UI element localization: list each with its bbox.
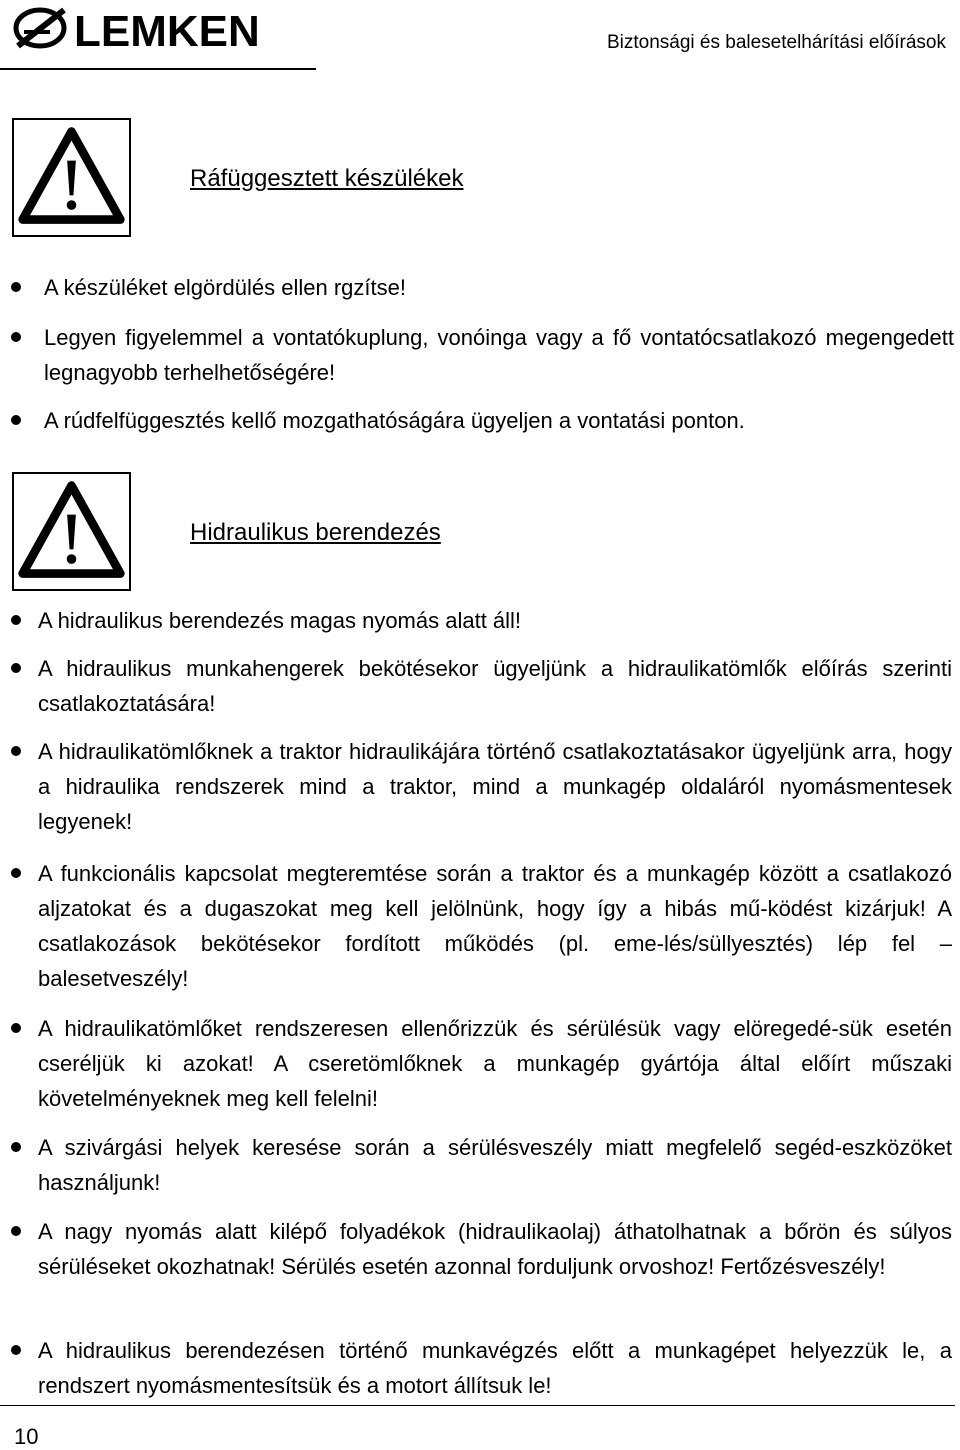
section-title-hydraulics: Hidraulikus berendezés — [190, 519, 441, 546]
list-item-text: A hidraulikus munkahengerek bekötésekor ügyeljünk a hidraulikatömlők előírás szerinti csatlakoztatására! — [38, 656, 952, 716]
lemken-logo — [10, 2, 310, 58]
list-item-text: A hidraulikus berendezés magas nyomás alatt áll! — [38, 608, 522, 633]
list-item-text: Legyen figyelemmel a vontatókuplung, vonóinga vagy a fő vontatócsatlakozó megengedett legnagyobb terhelhetőségére! — [44, 325, 954, 385]
bullet-icon — [11, 1345, 21, 1355]
bullet-icon — [11, 746, 21, 756]
logo-text: LEMKEN — [74, 7, 260, 56]
bullet-icon — [11, 663, 21, 673]
warning-sign-1 — [12, 118, 131, 237]
warning-triangle-icon — [14, 474, 129, 589]
bullet-icon — [11, 868, 21, 878]
bullet-icon — [11, 1142, 21, 1152]
list-item-text: A készüléket elgördülés ellen rgzítse! — [44, 275, 406, 300]
list-item-text: A hidraulikatömlőknek a traktor hidraulikájára történő csatlakoztatásakor ügyeljünk arra, hogy a hidraulika rendszerek mind a traktor, mind a munkagép oldaláról nyomásmentesek legyenek! — [38, 739, 952, 834]
bullet-icon — [11, 332, 21, 342]
warning-triangle-icon — [14, 120, 129, 235]
bullet-icon — [11, 415, 21, 425]
bullet-icon — [11, 282, 21, 292]
list-item-text: A funkcionális kapcsolat megteremtése során a traktor és a munkagép között a csatlakozó aljzatokat és a dugaszokat meg kell jelölnünk, hogy így a hibás mű-ködést kizárjuk! A csatlakozások bekötésekor fordított működés (pl. eme-lés/süllyesztés) lép fel – balesetveszély! — [38, 861, 952, 991]
list-item-text: A szivárgási helyek keresése során a sérülésveszély miatt megfelelő segéd-eszközöket használjunk! — [38, 1135, 952, 1195]
footer-divider — [0, 1405, 955, 1406]
warning-sign-2 — [12, 472, 131, 591]
bullet-icon — [11, 1023, 21, 1033]
page-number: 10 — [14, 1424, 39, 1449]
page-header — [0, 0, 960, 70]
header-divider — [0, 68, 316, 70]
list-item-text: A rúdfelfüggesztés kellő mozgathatóságára ügyeljen a vontatási ponton. — [44, 408, 745, 433]
list-item-text: A hidraulikatömlőket rendszeresen ellenőrizzük és sérülésük vagy elöregedé-sük esetén cseréljük ki azokat! A cseretömlőknek a munkagép gyártója által előírt műszaki követelményeknek meg kell felelni! — [38, 1016, 952, 1111]
bullet-icon — [11, 1226, 21, 1236]
list-item-text: A hidraulikus berendezésen történő munkavégzés előtt a munkagépet helyezzük le, a rendszert nyomásmentesítsük és a motort állítsuk le! — [38, 1338, 952, 1398]
bullet-icon — [11, 615, 21, 625]
list-item-text: A nagy nyomás alatt kilépő folyadékok (hidraulikaolaj) áthatolhatnak a bőrön és súlyos sérüléseket okozhatnak! Sérülés esetén azonnal forduljunk orvoshoz! Fertőzésveszély! — [38, 1219, 952, 1279]
header-title: Biztonsági és balesetelhárítási előírások — [606, 32, 946, 53]
section-title-attached-devices: Ráfüggesztett készülékek — [190, 165, 464, 192]
